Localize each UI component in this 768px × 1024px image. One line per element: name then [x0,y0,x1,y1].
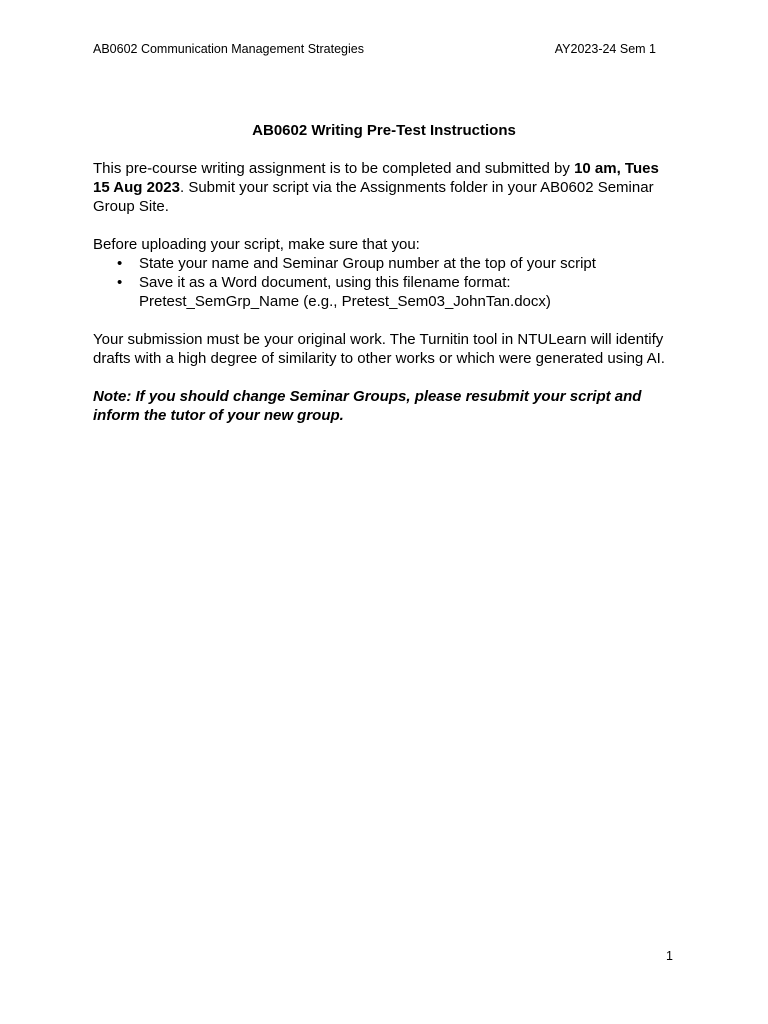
document-title: AB0602 Writing Pre-Test Instructions [252,122,516,139]
intro-text-end: . Submit your script via the Assignments folder in your AB0602 Seminar Group Site. [93,179,654,215]
intro-text-start: This pre-course writing assignment is to be completed and submitted by [93,160,575,177]
submission-deadline: 10 am, Tues 15 Aug 2023 [93,160,659,196]
header-course-title: AB0602 Communication Management Strategies [93,42,364,56]
checklist-item [93,254,678,273]
document-body [93,121,678,444]
bullet-icon: • [117,274,123,291]
checklist-lead: Before uploading your script, make sure that you: [93,236,420,253]
bullet-icon: • [117,255,123,272]
filename-format-example: Pretest_SemGrp_Name (e.g., Pretest_Sem03_JohnTan.docx) [139,293,551,310]
header-semester: AY2023-24 Sem 1 [554,42,656,56]
page-header [93,41,656,57]
checklist [93,254,678,311]
intro-paragraph [93,159,678,216]
checklist-item [93,273,678,311]
checklist-item-text: Save it as a Word document, using this filename format: [139,274,511,291]
checklist-item-text: State your name and Seminar Group number at the top of your script [139,255,596,272]
page-number: 1 [666,949,673,963]
originality-paragraph: Your submission must be your original work. The Turnitin tool in NTULearn will identify drafts with a high degree of similarity to other works or which were generated using AI. [93,331,665,367]
group-change-note: Note: If you should change Seminar Groups, please resubmit your script and inform the tutor of your new group. [93,388,642,424]
